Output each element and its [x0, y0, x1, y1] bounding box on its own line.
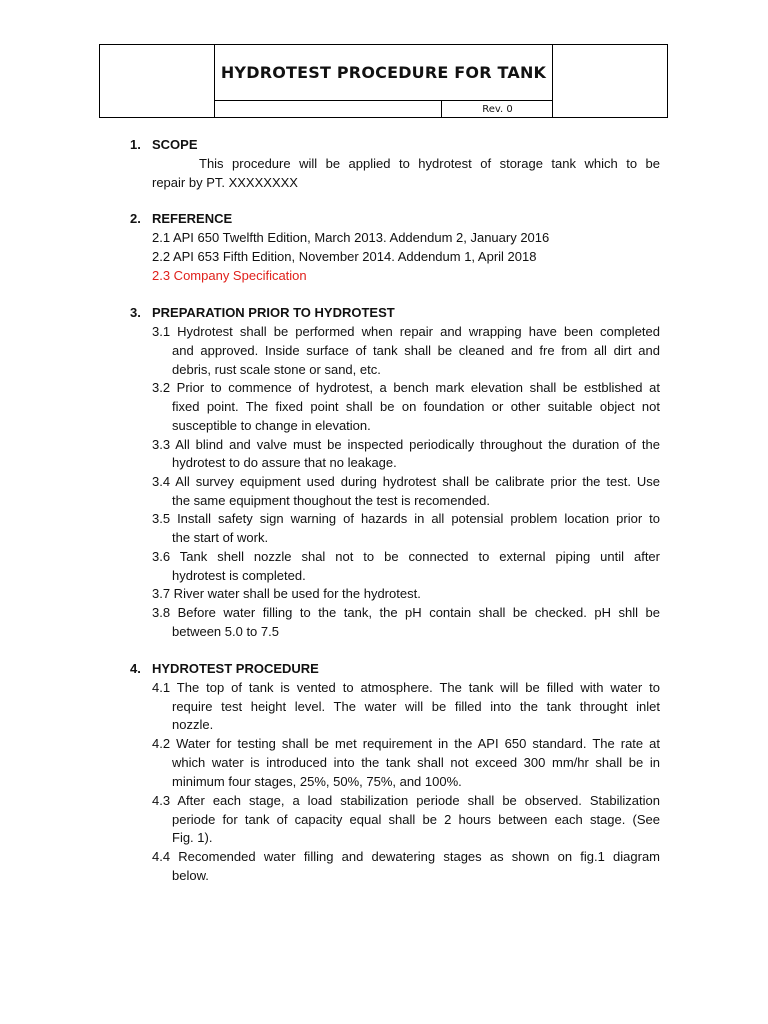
item-4-3-line1: 4.3 After each stage, a load stabilization periode shall be observed. Stabilization: [152, 793, 660, 808]
item-3-4-line1: 3.4 All survey equipment used during hydrotest shall be calibrate prior the test. Use: [152, 474, 660, 489]
item-4-4-line1: 4.4 Recomended water filling and dewatering stages as shown on fig.1 diagram: [152, 849, 660, 864]
scope-text-line2: repair by PT. XXXXXXXX: [152, 175, 298, 190]
section-title-preparation: PREPARATION PRIOR TO HYDROTEST: [152, 305, 395, 320]
section-number: 1.: [130, 137, 141, 152]
header-blank-cell: [214, 101, 442, 117]
section-number: 4.: [130, 661, 141, 676]
reference-item: 2.2 API 653 Fifth Edition, November 2014. Addendum 1, April 2018: [152, 249, 537, 264]
item-4-2-line1: 4.2 Water for testing shall be met requirement in the API 650 standard. The rate at: [152, 736, 660, 751]
item-4-2-line3: minimum four stages, 25%, 50%, 75%, and 100%.: [172, 774, 462, 789]
item-3-6-line2: hydrotest is completed.: [172, 568, 306, 583]
item-3-1-line1: 3.1 Hydrotest shall be performed when repair and wrapping have been completed: [152, 324, 660, 339]
item-3-5-line1: 3.5 Install safety sign warning of hazards in all potensial problem location prior to: [152, 511, 660, 526]
item-3-6-line1: 3.6 Tank shell nozzle shal not to be connected to external piping until after: [152, 549, 660, 564]
header-logo-cell: [100, 45, 215, 117]
revision-label: Rev. 0: [482, 103, 513, 115]
item-3-2-line3: susceptible to change in elevation.: [172, 418, 371, 433]
document-title: HYDROTEST PROCEDURE FOR TANK: [214, 45, 553, 101]
item-3-1-line3: debris, rust scale stone or sand, etc.: [172, 362, 381, 377]
header-right-cell: [552, 45, 667, 117]
item-4-1-line3: nozzle.: [172, 717, 214, 732]
item-3-8-line1: 3.8 Before water filling to the tank, the pH contain shall be checked. pH shll be: [152, 605, 660, 620]
item-4-1-line1: 4.1 The top of tank is vented to atmosphere. The tank will be filled with water to: [152, 680, 660, 695]
item-4-3-line2: periode for tank of capacity equal shall be 2 hours between each stage. (See: [172, 812, 660, 827]
item-3-3-line2: hydrotest to do assure that no leakage.: [172, 455, 397, 470]
scope-text-line1: This procedure will be applied to hydrotest of storage tank which to be: [199, 156, 660, 171]
section-number: 3.: [130, 305, 141, 320]
item-3-3-line1: 3.3 All blind and valve must be inspected periodically throughout the duration of the: [152, 437, 660, 452]
item-3-2-line2: fixed point. The fixed point shall be on foundation or other suitable object not: [172, 399, 660, 414]
item-3-8-line2: between 5.0 to 7.5: [172, 624, 279, 639]
item-4-3-line3: Fig. 1).: [172, 830, 213, 845]
section-title-scope: SCOPE: [152, 137, 198, 152]
item-3-2-line1: 3.2 Prior to commence of hydrotest, a bench mark elevation shall be estblished at: [152, 380, 660, 395]
section-number: 2.: [130, 211, 141, 226]
reference-item-company-spec: 2.3 Company Specification: [152, 268, 307, 283]
item-4-2-line2: which water is introduced into the tank shall not exceed 300 mm/hr shall be in: [172, 755, 660, 770]
item-3-1-line2: and approved. Inside surface of tank shall be cleaned and fre from all dirt and: [172, 343, 660, 358]
section-title-reference: REFERENCE: [152, 211, 233, 226]
item-3-7-line1: 3.7 River water shall be used for the hydrotest.: [152, 586, 421, 601]
item-4-1-line2: require test height level. The water will be filled into the tank throught inlet: [172, 699, 660, 714]
item-4-4-line2: below.: [172, 868, 209, 883]
item-3-5-line2: the start of work.: [172, 530, 269, 545]
section-title-procedure: HYDROTEST PROCEDURE: [152, 661, 319, 676]
item-3-4-line2: the same equipment thoughout the test is recomended.: [172, 493, 490, 508]
reference-item: 2.1 API 650 Twelfth Edition, March 2013. Addendum 2, January 2016: [152, 230, 550, 245]
document-header-table: [99, 44, 668, 118]
